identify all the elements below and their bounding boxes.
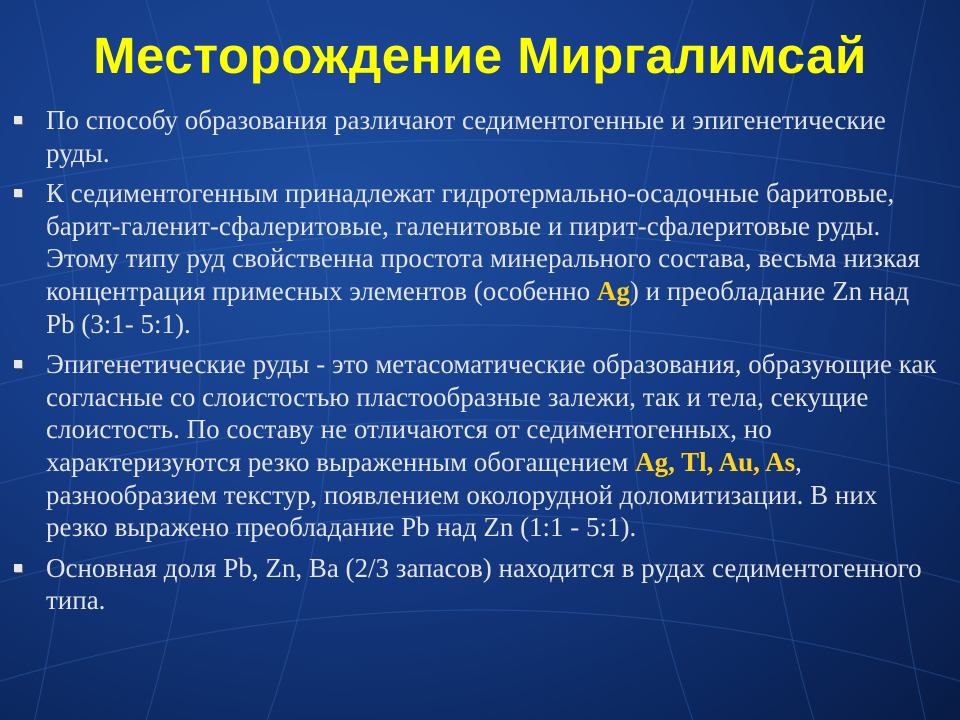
- element-highlight: Ag, Tl, Au, As: [635, 446, 796, 477]
- bullet-text-part: ) и преобладание Zn над Pb (3:1- 5:1).: [46, 275, 910, 339]
- square-bullet-icon: [14, 116, 22, 124]
- square-bullet-icon: [14, 360, 22, 368]
- slide-title: Месторождение Миргалимсай: [93, 27, 867, 84]
- bullet-text: По способу образования различают седиментогенные и эпигенетические руды.: [46, 105, 886, 168]
- bullet-text-part: , разнообразием текстур, появлением околорудной доломитизации. В них резко выражено преобладание Pb над Zn (1:1 - 5:1).: [46, 446, 878, 543]
- bullet-item-epigenetic: [14, 348, 944, 544]
- bullet-text: Основная доля Pb, Zn, Ba (2/3 запасов) находится в рудах седиментогенного типа.: [46, 552, 922, 616]
- bullet-item-reserves: [14, 552, 944, 617]
- bullet-item-sedimentogenic: [14, 177, 944, 340]
- bullet-text-part: Эпигенетические руды - это метасоматические образования, образующие как согласные со слоистостью пластообразные залежи, так и тела, секущие слоистость. По составу не отличаются от седиментогенных, но характеризуются резко выраженным обогащением: [46, 349, 937, 477]
- bullet-text-part: К седиментогенным принадлежат гидротермально-осадочные баритовые, барит-галенит-сфалеритовые, галенитовые и пирит-сфалеритовые руды. Этому типу руд свойственна простота минерального состава, весьма низкая концентрация примесных элементов (особенно: [46, 178, 921, 306]
- bullet-item-formation: [14, 104, 944, 169]
- bullet-list: [14, 104, 944, 625]
- element-highlight: Ag: [596, 275, 630, 306]
- square-bullet-icon: [14, 189, 22, 197]
- square-bullet-icon: [14, 564, 22, 572]
